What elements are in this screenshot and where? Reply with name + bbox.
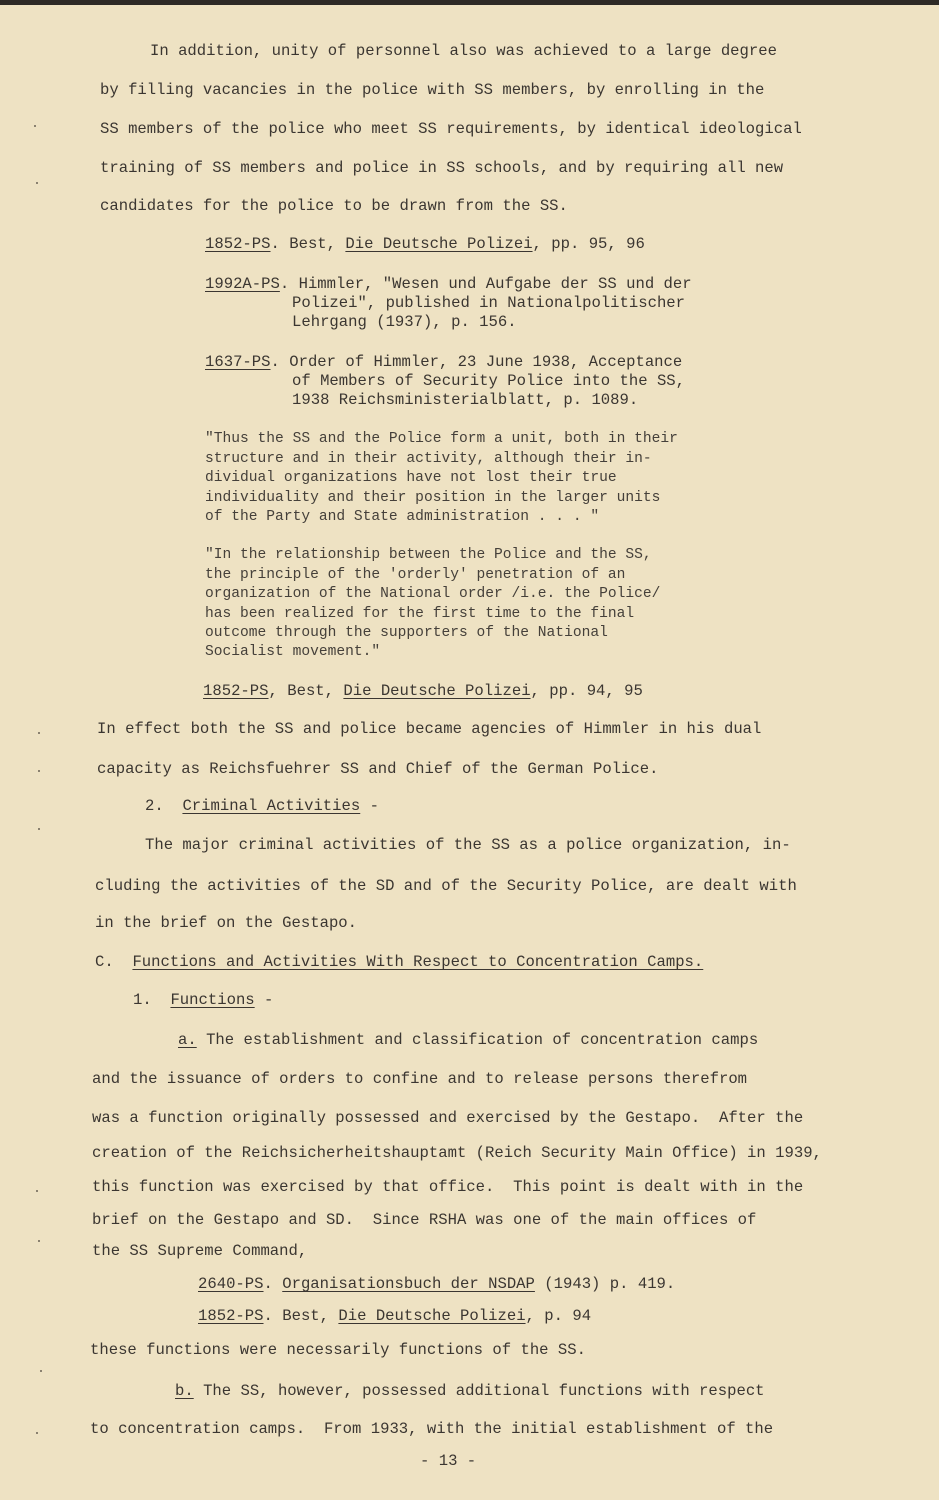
margin-speck (36, 182, 38, 184)
text-line: The SS, however, possessed additional functions with respect (193, 1382, 765, 1400)
section-dash: - (360, 797, 379, 815)
citation-ref: 1852-PS (203, 682, 269, 700)
section-heading-criminal-activities (145, 797, 379, 815)
quote-line: outcome through the supporters of the National (205, 625, 608, 641)
text-line: this function was exercised by that office. This point is dealt with in the (92, 1178, 804, 1196)
citation (198, 1307, 591, 1325)
citation (198, 1275, 675, 1293)
page-number: - 13 - (420, 1452, 477, 1470)
citation-text: , pp. 95, 96 (532, 235, 645, 253)
citation-text: . (263, 1275, 283, 1293)
quote-line: structure and in their activity, although their in- (205, 451, 652, 467)
quote-line: "Thus the SS and the Police form a unit, both in their (205, 431, 678, 447)
text-line: SS members of the police who meet SS requirements, by identical ideological (100, 120, 802, 138)
text-line: the SS Supreme Command, (92, 1242, 308, 1260)
citation-title: Die Deutsche Polizei (343, 682, 531, 700)
citation-text: . Order of Himmler, 23 June 1938, Acceptance (270, 353, 683, 371)
citation-text: . Best, (263, 1307, 339, 1325)
margin-speck (38, 770, 40, 772)
quote-line: "In the relationship between the Police and the SS, (205, 547, 652, 563)
text-line: candidates for the police to be drawn from the SS. (100, 197, 568, 215)
citation-text: Polizei", published in Nationalpolitischer (292, 294, 686, 312)
text-line: capacity as Reichsfuehrer SS and Chief of the German Police. (97, 760, 659, 778)
citation-text: . Best, (270, 235, 346, 253)
text-line: The establishment and classification of concentration camps (196, 1031, 759, 1049)
quote-line: of the Party and State administration . . . " (205, 509, 600, 525)
section-heading-functions (133, 991, 273, 1009)
quote-line: the principle of the 'orderly' penetration of an (205, 567, 626, 583)
text-line: these functions were necessarily functions of the SS. (90, 1341, 586, 1359)
citation-text: , p. 94 (525, 1307, 592, 1325)
citation-ref: 1637-PS (205, 353, 271, 371)
citation-text: . Himmler, "Wesen und Aufgabe der SS und der (279, 275, 692, 293)
quote-line: has been realized for the first time to the final (205, 606, 635, 622)
text-line: and the issuance of orders to confine and to release persons therefrom (92, 1070, 748, 1088)
text-line: In effect both the SS and police became agencies of Himmler in his dual (97, 720, 762, 738)
margin-speck (36, 1190, 38, 1192)
citation-title: Die Deutsche Polizei (345, 235, 533, 253)
citation (205, 235, 645, 253)
citation-title: Die Deutsche Polizei (338, 1307, 526, 1325)
text-line: The major criminal activities of the SS as a police organization, in- (145, 836, 791, 854)
margin-speck (36, 1432, 38, 1434)
citation-ref: 1852-PS (198, 1307, 264, 1325)
citation-title: Organisationsbuch der NSDAP (282, 1275, 535, 1293)
margin-speck (34, 125, 36, 127)
margin-speck (38, 1240, 40, 1242)
text-line: In addition, unity of personnel also was achieved to a large degree (150, 42, 777, 60)
quote-line: dividual organizations have not lost their true (205, 470, 617, 486)
citation-text: , Best, (268, 682, 344, 700)
text-line: was a function originally possessed and exercised by the Gestapo. After the (92, 1109, 804, 1127)
text-line: by filling vacancies in the police with SS members, by enrolling in the (100, 81, 765, 99)
section-heading-concentration-camps (95, 953, 703, 971)
citation (203, 682, 643, 700)
item-label: a. (178, 1031, 197, 1049)
margin-speck (40, 1370, 42, 1372)
citation-text: Lehrgang (1937), p. 156. (292, 313, 517, 331)
text-line: brief on the Gestapo and SD. Since RSHA was one of the main offices of (92, 1211, 757, 1229)
section-number: 2. (145, 797, 164, 815)
section-title: Functions and Activities With Respect to Concentration Camps. (132, 953, 704, 971)
citation-ref: 1992A-PS (205, 275, 280, 293)
quote-line: Socialist movement." (205, 644, 381, 660)
text-line: to concentration camps. From 1933, with the initial establishment of the (90, 1420, 774, 1438)
quote-line: organization of the National order /i.e. the Police/ (205, 586, 661, 602)
section-title: Criminal Activities (182, 797, 361, 815)
text-line: training of SS members and police in SS schools, and by requiring all new (100, 159, 784, 177)
section-number: 1. (133, 991, 152, 1009)
margin-speck (38, 828, 40, 830)
section-title: Functions (170, 991, 255, 1009)
citation-text: 1938 Reichsministerialblatt, p. 1089. (292, 391, 639, 409)
citation-text: (1943) p. 419. (534, 1275, 676, 1293)
item-label: b. (175, 1382, 194, 1400)
margin-speck (38, 732, 40, 734)
quote-line: individuality and their position in the larger units (205, 490, 661, 506)
text-line: cluding the activities of the SD and of the Security Police, are dealt with (95, 877, 797, 895)
page-edge (0, 0, 939, 5)
citation-text: , pp. 94, 95 (530, 682, 643, 700)
citation-ref: 2640-PS (198, 1275, 264, 1293)
citation-text: of Members of Security Police into the SS, (292, 372, 686, 390)
section-dash: - (254, 991, 274, 1009)
section-number: C. (95, 953, 114, 971)
text-line: in the brief on the Gestapo. (95, 914, 358, 932)
citation-ref: 1852-PS (205, 235, 271, 253)
text-line: creation of the Reichsicherheitshauptamt (Reich Security Main Office) in 1939, (92, 1144, 822, 1162)
